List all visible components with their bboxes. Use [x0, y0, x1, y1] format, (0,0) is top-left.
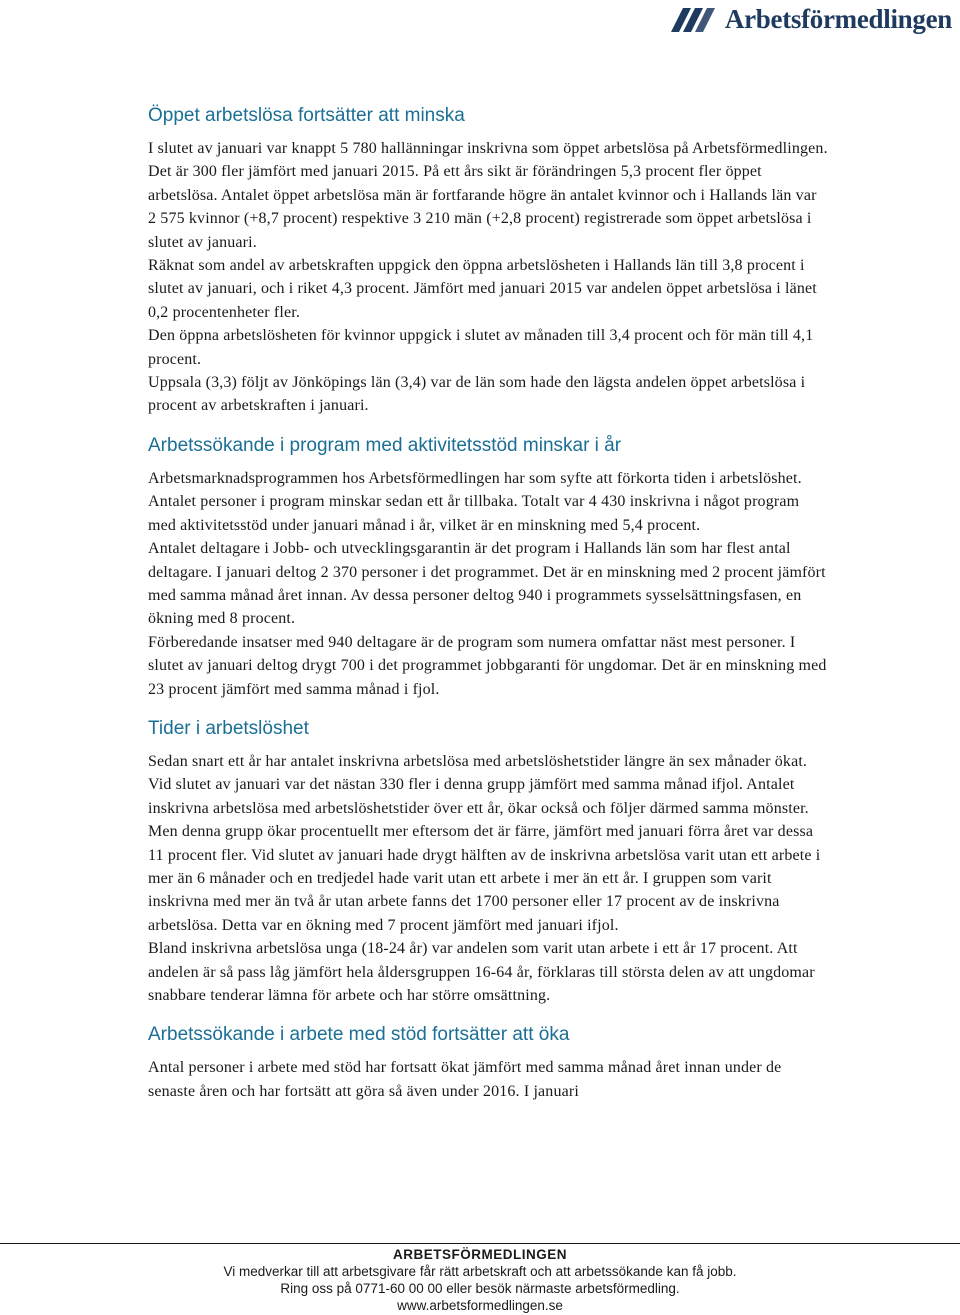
section-supported-employment — [148, 1023, 828, 1103]
footer-tagline: Vi medverkar till att arbetsgivare får rätt arbetskraft och att arbetssökande kan få jobb. — [223, 1264, 737, 1279]
paragraph: Antalet deltagare i Jobb- och utvecklingsgarantin är det program i Hallands län som har flest antal deltagare. I januari deltog 2 370 personer i det programmet. Det är en minskning med 2 procent jämfört med samma månad året innan. Av dessa personer deltog 940 i programmets sysselsättningsfasen, en ökning med 8 procent. — [148, 540, 826, 628]
section-heading: Tider i arbetslöshet — [148, 717, 309, 739]
section-unemployment-duration — [148, 717, 828, 1007]
arbetsformedlingen-logo-icon — [669, 6, 719, 34]
section-heading: Arbetssökande i program med aktivitetsstöd minskar i år — [148, 434, 622, 456]
paragraph: Arbetsmarknadsprogrammen hos Arbetsförmedlingen har som syfte att förkorta tiden i arbetslöshet. Antalet personer i program minskar sedan ett år tillbaka. Totalt var 4 430 inskrivna i något program med aktivitetsstöd under januari månad i år, vilket är en minskning med 5,4 procent. — [148, 469, 802, 534]
footer-website-link[interactable]: www.arbetsformedlingen.se — [397, 1298, 563, 1313]
paragraph: Räknat som andel av arbetskraften uppgick den öppna arbetslösheten i Hallands län till 3,8 procent i slutet av januari, och i riket 4,3 procent. Jämfört med januari 2015 var andelen öppet arbetslösa i länet 0,2 procentenheter fler. — [148, 257, 817, 321]
brand-name: Arbetsförmedlingen — [724, 4, 952, 34]
document-body — [148, 104, 828, 1119]
footer-divider — [0, 1243, 960, 1244]
paragraph: Antal personer i arbete med stöd har fortsatt ökat jämfört med samma månad året innan under de senaste åren och har fortsätt att göra så även under 2016. I januari — [148, 1059, 782, 1100]
section-heading: Arbetssökande i arbete med stöd fortsätter att öka — [148, 1024, 570, 1046]
page-footer — [0, 1246, 960, 1314]
brand-logo — [669, 4, 952, 35]
paragraph: Förberedande insatser med 940 deltagare är de program som numera omfattar näst mest personer. I slutet av januari deltog drygt 700 i det programmet jobbgaranti för ungdomar. Det är en minskning med 23 procent jämfört med samma månad i fjol. — [148, 633, 827, 698]
section-open-unemployed — [148, 104, 828, 418]
paragraph: Sedan snart ett år har antalet inskrivna arbetslösa med arbetslöshetstider längre än sex månader ökat. Vid slutet av januari var det nästan 330 fler i denna grupp jämfört med samma månad ifjol. Antalet inskrivna arbetslösa med arbetslöshetstider över ett år, ökar också och följer därmed samma mönster. Men denna grupp ökar procentuellt mer eftersom det är färre, jämfört med januari förra året var dessa 11 procent fler. Vid slutet av januari hade drygt hälften av de inskrivna arbetslösa varit utan ett arbete i mer än 6 månader och en tredjedel hade varit utan ett arbete i mer än ett år. I gruppen som varit inskrivna med mer än två år utan arbete fanns det 1700 personer eller 17 procent av de inskrivna arbetslösa. Detta var en ökning med 7 procent jämfört med januari ifjol. — [148, 752, 821, 934]
footer-contact: Ring oss på 0771-60 00 00 eller besök närmaste arbetsförmedling. — [280, 1281, 680, 1296]
section-heading: Öppet arbetslösa fortsätter att minska — [148, 105, 465, 126]
paragraph: I slutet av januari var knappt 5 780 hallänningar inskrivna som öppet arbetslösa på Arbetsförmedlingen. Det är 300 fler jämfört med januari 2015. På ett års sikt är förändringen 5,3 procent fler öppet arbetslösa. Antalet öppet arbetslösa män är fortfarande högre än antalet kvinnor och i Hallands län var 2 575 kvinnor (+8,7 procent) respektive 3 210 män (+2,8 procent) registrerade som öppet arbetslösa i slutet av januari. — [148, 140, 828, 251]
footer-org: ARBETSFÖRMEDLINGEN — [393, 1247, 567, 1262]
paragraph: Bland inskrivna arbetslösa unga (18-24 år) var andelen som varit utan arbete i ett år 17 procent. Att andelen är så pass låg jämfört hela åldersgruppen 16-64 år, förklaras till största delen av att ungdomar snabbare tenderar lämna för arbete och har större omsättning. — [148, 940, 815, 1004]
paragraph: Uppsala (3,3) följt av Jönköpings län (3,4) var de län som hade den lägsta andelen öppet arbetslösa i procent av arbetskraften i januari. — [148, 374, 806, 415]
section-programs — [148, 434, 828, 701]
paragraph: Den öppna arbetslösheten för kvinnor uppgick i slutet av månaden till 3,4 procent och för män till 4,1 procent. — [148, 327, 814, 368]
